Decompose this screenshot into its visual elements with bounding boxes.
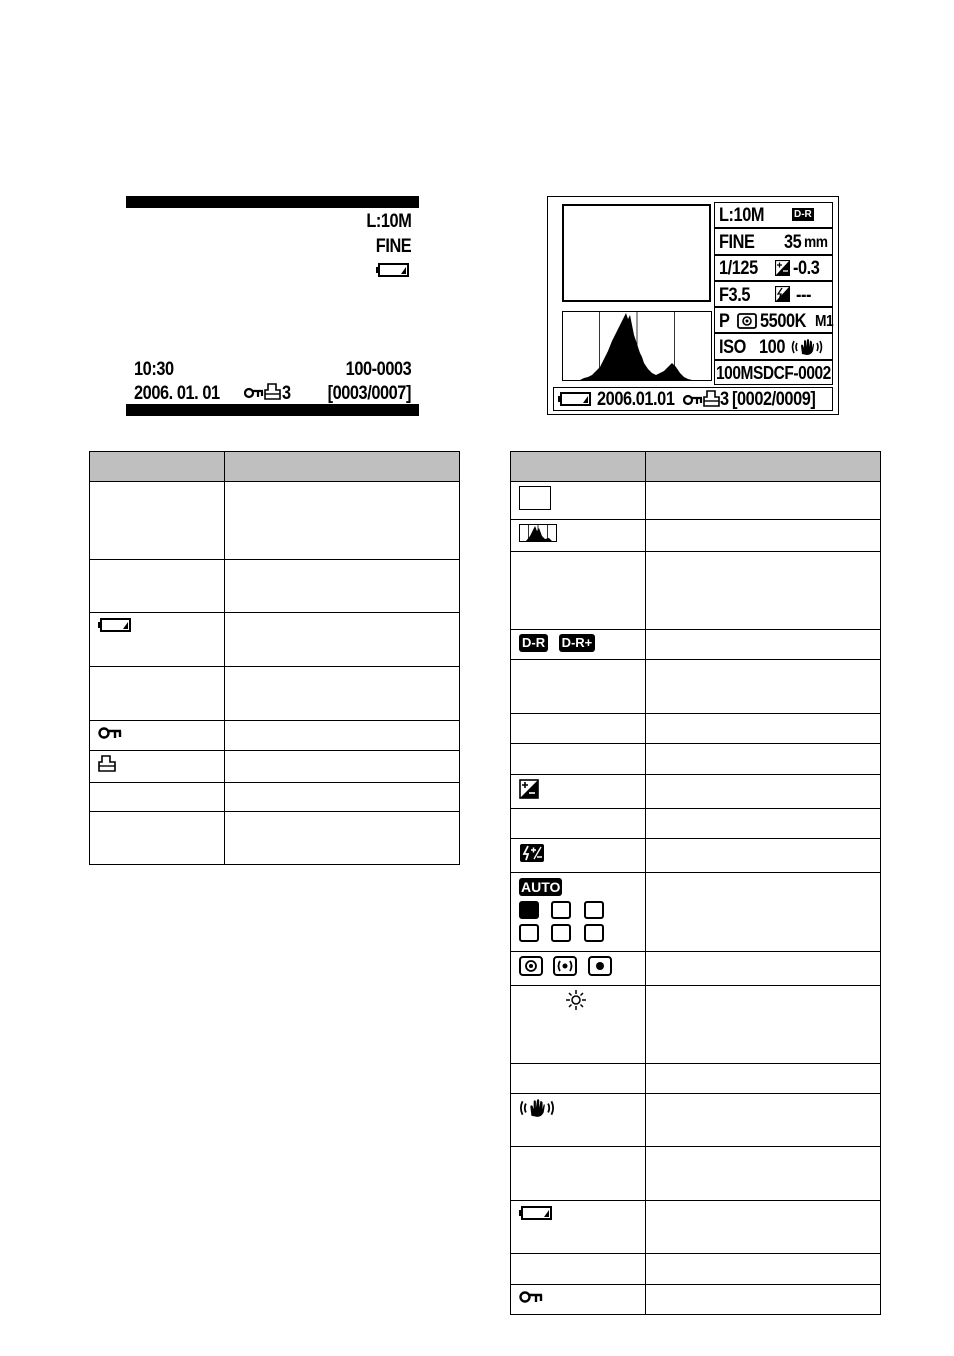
table-row (511, 552, 881, 630)
info-recording-date: 2006.01.01 (597, 389, 675, 410)
table-row (511, 744, 881, 775)
print-order-icon (703, 390, 720, 408)
info-wb-fine-adjust: M1 (815, 313, 834, 330)
daylight-wb-icon (566, 990, 586, 1010)
table-row (90, 667, 460, 721)
flash-comp-icon (775, 286, 790, 302)
table-row (511, 520, 881, 552)
table-row (511, 1285, 881, 1315)
table-row (511, 839, 881, 873)
table-row (511, 1254, 881, 1285)
exposure-comp-icon (775, 260, 790, 276)
macro-scene-icon (519, 924, 539, 942)
table-row (511, 1094, 881, 1147)
info-flash-comp: --- (796, 285, 812, 306)
battery-icon (558, 391, 592, 407)
info-iso-value: 100 (759, 337, 785, 358)
battery-icon (519, 1205, 553, 1221)
protect-key-icon (683, 393, 703, 407)
lcd-recording-date: 2006. 01. 01 (134, 383, 220, 404)
table-row (511, 873, 881, 952)
steadyshot-icon (519, 1098, 555, 1118)
metering-multi-icon (737, 313, 757, 329)
info-white-balance: 5500K (760, 311, 807, 332)
table-row (511, 660, 881, 714)
protect-key-icon (519, 1289, 543, 1305)
info-exposure-mode: P (719, 311, 730, 332)
table-row (511, 809, 881, 839)
table-row (90, 721, 460, 751)
table-row (511, 714, 881, 744)
left-indicator-table (89, 451, 460, 865)
twilight-portrait-scene-icon (551, 901, 571, 919)
exposure-comp-icon (519, 779, 539, 799)
portrait-scene-icon (519, 901, 539, 919)
lcd-image-quality: FINE (375, 236, 411, 257)
metering-spot-icon (588, 956, 612, 976)
info-shutter-speed: 1/125 (719, 258, 758, 279)
image-frame-icon (519, 486, 551, 510)
info-focal-length: 35 (784, 232, 802, 253)
dr-badge: D-R (794, 209, 812, 220)
auto-mode-badge: AUTO (521, 879, 561, 895)
lcd-recording-time: 10:30 (134, 359, 174, 380)
lcd-top-bar (126, 196, 419, 208)
table-row (511, 1201, 881, 1254)
table-row (90, 560, 460, 613)
table-row (511, 1064, 881, 1094)
flash-comp-icon (519, 843, 545, 863)
lcd-image-size: L:10M (365, 211, 411, 232)
table-row (90, 613, 460, 667)
table-row (90, 482, 460, 560)
right-indicator-table (510, 451, 881, 1315)
print-order-icon (264, 383, 281, 401)
info-exposure-comp: -0.3 (793, 258, 820, 279)
lcd-print-count: 3 (282, 383, 291, 404)
histogram-graph (562, 311, 712, 381)
table-row (511, 630, 881, 660)
info-image-count: [0002/0009] (732, 389, 816, 410)
steadyshot-icon (791, 338, 823, 356)
lcd-bottom-bar (126, 404, 419, 416)
histogram-icon (519, 524, 557, 542)
table-row (90, 783, 460, 812)
table-header-row (90, 452, 460, 482)
table-row (90, 751, 460, 783)
info-focal-unit: mm (804, 234, 828, 251)
print-order-icon (98, 755, 116, 773)
info-image-quality: FINE (719, 232, 755, 253)
info-image-size: L:10M (719, 205, 765, 226)
metering-center-weighted-icon (553, 956, 577, 976)
table-row (511, 482, 881, 520)
dr-plus-badge: D-R+ (559, 634, 596, 652)
info-aperture: F3.5 (719, 285, 750, 306)
lcd-single-image-display (126, 196, 419, 416)
sports-scene-icon (584, 901, 604, 919)
lcd-folder-file-number: 100-0003 (345, 359, 411, 380)
dr-badge: D-R (519, 634, 548, 652)
lcd-histogram-display (547, 196, 839, 415)
lcd-image-count: [0003/0007] (327, 383, 411, 404)
table-row (90, 812, 460, 865)
battery-icon (98, 617, 132, 633)
info-print-count: 3 (720, 389, 729, 410)
table-row (511, 952, 881, 986)
info-folder-file-number: 100MSDCF-0002 (716, 363, 831, 383)
table-row (511, 986, 881, 1064)
metering-multi-segment-icon (519, 956, 543, 976)
protect-key-icon (244, 386, 264, 400)
night-scene-icon (584, 924, 604, 942)
table-row (511, 775, 881, 809)
image-preview-frame (562, 204, 711, 302)
battery-icon (376, 262, 410, 278)
table-header-row (511, 452, 881, 482)
info-iso-label: ISO (719, 337, 746, 358)
landscape-scene-icon (551, 924, 571, 942)
table-row (511, 1147, 881, 1201)
protect-key-icon (98, 725, 122, 741)
